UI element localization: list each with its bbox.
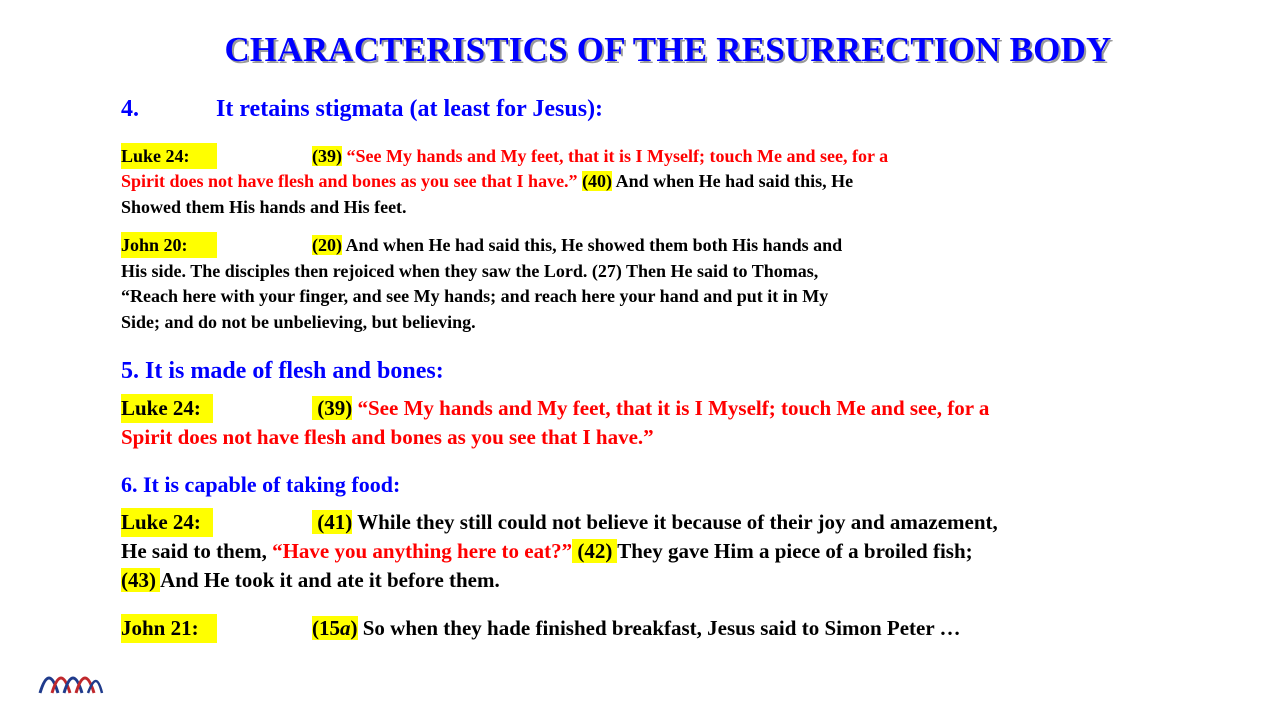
verse-15a-tag — [312, 616, 358, 640]
section-5-line-1 — [121, 394, 989, 423]
section-6-john-line-1 — [121, 614, 961, 643]
john-21-text: So when they hade finished breakfast, Jesus said to Simon Peter … — [357, 616, 961, 640]
section-5-heading: 5. It is made of flesh and bones: — [121, 358, 444, 384]
verse-20-tag: (20) — [312, 235, 342, 255]
section-4-number: 4. — [121, 96, 139, 122]
john-20-line-2: His side. The disciples then rejoiced when they saw the Lord. (27) Then He said to Thomas, — [121, 261, 819, 281]
luke-24-line-1 — [121, 143, 888, 169]
section-6-luke-text-2b: They gave Him a piece of a broiled fish; — [617, 539, 973, 563]
section-6-luke-text-3: And He took it and ate it before them. — [160, 568, 500, 592]
section-6-luke-line-3 — [121, 566, 500, 595]
section-6-luke-line-2 — [121, 537, 973, 566]
section-5-quote-2: Spirit does not have flesh and bones as you see that I have.” — [121, 425, 654, 449]
verse-41-tag: (41) — [312, 510, 353, 534]
verse-42-tag: (42) — [572, 539, 618, 563]
section-5-verse-39-tag: (39) — [312, 396, 353, 420]
john-20-line-1 — [121, 232, 842, 258]
john-20-text-1: And when He had said this, He showed them both His hands and — [342, 235, 843, 255]
section-5-quote-1: “See My hands and My feet, that it is I Myself; touch Me and see, for a — [352, 396, 990, 420]
page-title: CHARACTERISTICS OF THE RESURRECTION BODY — [224, 30, 1112, 69]
section-5-ref: Luke 24: — [121, 394, 213, 423]
luke-24-line-2 — [121, 168, 853, 194]
wave-logo-icon — [38, 671, 104, 697]
luke-24-quote-1: “See My hands and My feet, that it is I Myself; touch Me and see, for a — [346, 146, 889, 166]
john-20-ref: John 20: — [121, 232, 217, 258]
john-21-ref: John 21: — [121, 614, 217, 643]
section-6-luke-text-1: While they still could not believe it because of their joy and amazement, — [352, 510, 998, 534]
section-6-luke-line-1 — [121, 508, 998, 537]
verse-15a-number: (15 — [312, 616, 340, 640]
john-20-line-4: Side; and do not be unbelieving, but believing. — [121, 312, 476, 332]
verse-40-tag: (40) — [582, 171, 613, 191]
section-6-luke-text-2a: He said to them, — [121, 539, 273, 563]
verse-15a-close: ) — [350, 616, 358, 640]
luke-24-ref: Luke 24: — [121, 143, 217, 169]
section-4-heading: It retains stigmata (at least for Jesus): — [216, 96, 604, 122]
section-6-luke-ref: Luke 24: — [121, 508, 213, 537]
verse-15a-suffix: a — [340, 616, 351, 640]
luke-24-quote-2: Spirit does not have flesh and bones as you see that I have.” — [121, 171, 578, 191]
luke-24-line-3: Showed them His hands and His feet. — [121, 197, 407, 217]
verse-39-tag: (39) — [312, 146, 342, 166]
section-6-luke-quote: “Have you anything here to eat?” — [272, 539, 573, 563]
section-6-heading: 6. It is capable of taking food: — [121, 472, 401, 497]
verse-43-tag: (43) — [121, 568, 161, 592]
luke-24-text-2: And when He had said this, He — [612, 171, 854, 191]
john-20-line-3: “Reach here with your finger, and see My hands; and reach here your hand and put it in My — [121, 286, 829, 306]
